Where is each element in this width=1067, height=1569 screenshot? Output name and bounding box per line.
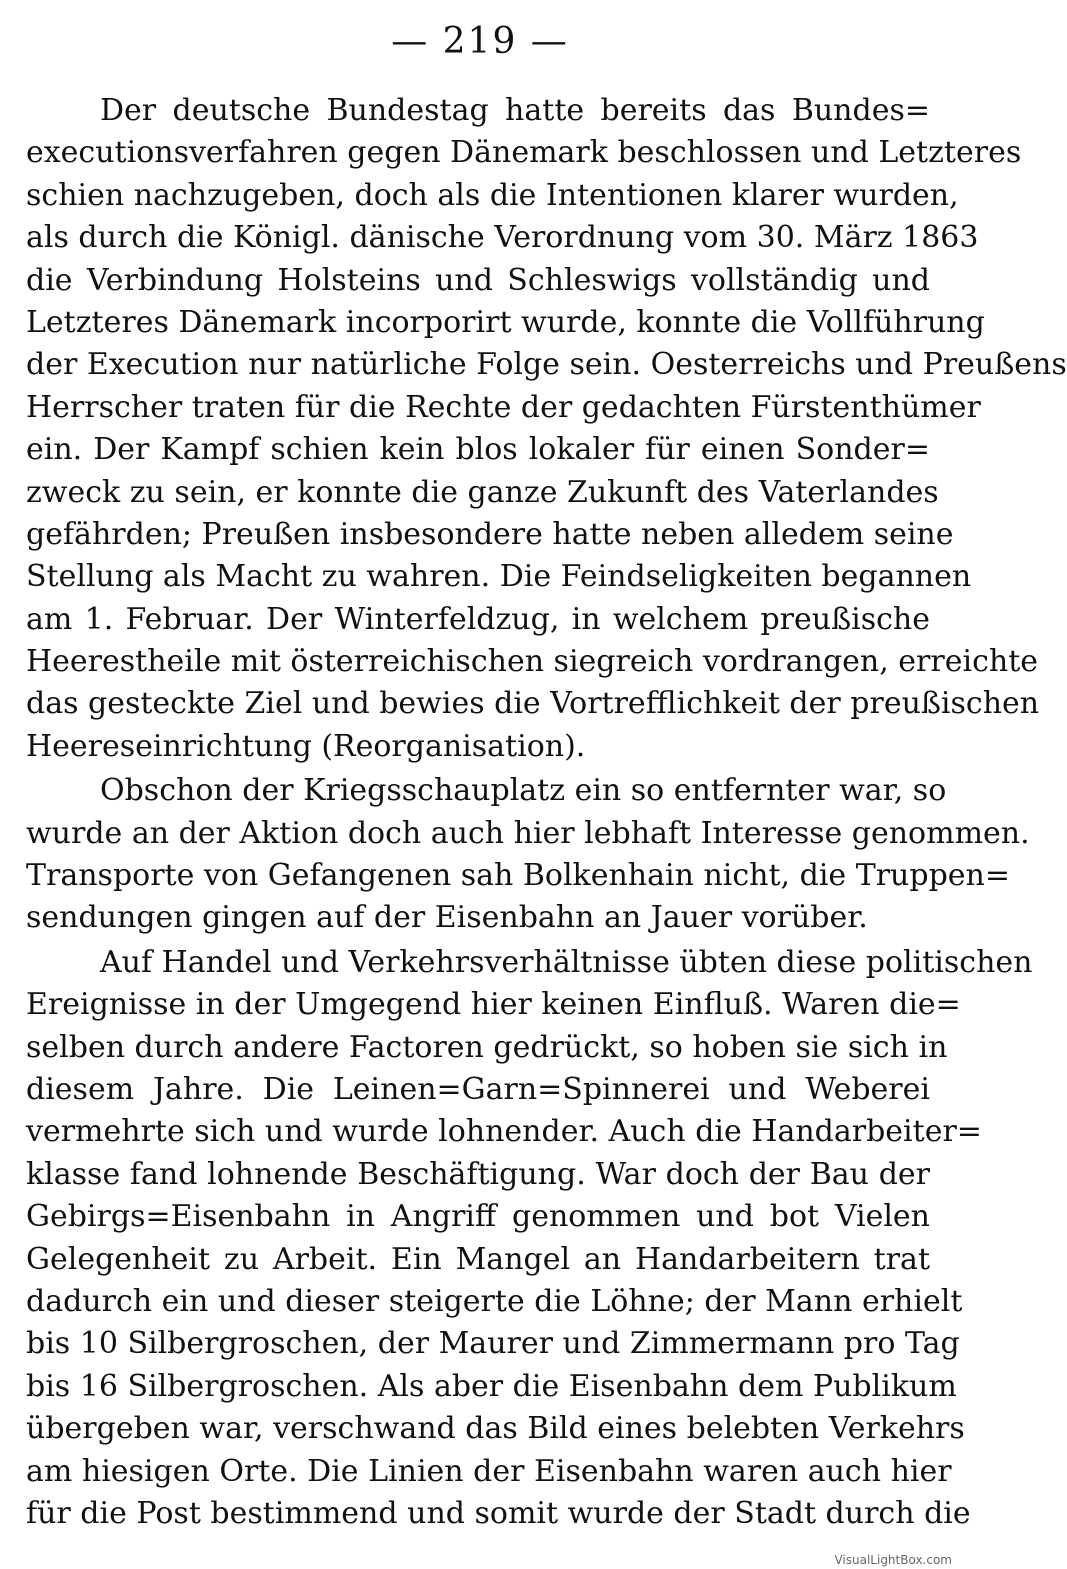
- text-line: Gelegenheit zu Arbeit. Ein Mangel an Handarbeitern trat: [26, 1241, 930, 1277]
- text-line: schien nachzugeben, doch als die Intentionen klarer wurden,: [26, 177, 959, 213]
- text-line: diesem Jahre. Die Leinen=Garn=Spinnerei und Weberei: [26, 1071, 930, 1107]
- text-line: Gebirgs=Eisenbahn in Angriff genommen und bot Vielen: [26, 1199, 930, 1235]
- text-line: für die Post bestimmend und somit wurde der Stadt durch die: [26, 1495, 971, 1531]
- page-number: — 219 —: [391, 21, 569, 62]
- watermark: VisualLightBox.com: [834, 1553, 952, 1567]
- text-line: wurde an der Aktion doch auch hier lebhaft Interesse genommen.: [26, 815, 1030, 851]
- text-line: die Verbindung Holsteins und Schleswigs vollständig und: [26, 262, 930, 298]
- text-line: am 1. Februar. Der Winterfeldzug, in welchem preußische: [26, 601, 930, 637]
- text-line: selben durch andere Factoren gedrückt, so hoben sie sich in: [26, 1029, 948, 1065]
- text-line: bis 16 Silbergroschen. Als aber die Eisenbahn dem Publikum: [26, 1368, 957, 1404]
- text-line: übergeben war, verschwand das Bild eines belebten Verkehrs: [26, 1411, 965, 1447]
- text-line: Letzteres Dänemark incorporirt wurde, konnte die Vollführung: [26, 304, 985, 340]
- text-line: am hiesigen Orte. Die Linien der Eisenbahn waren auch hier: [26, 1453, 952, 1489]
- text-line: Stellung als Macht zu wahren. Die Feindseligkeiten begannen: [26, 559, 972, 595]
- paragraph: [26, 942, 1033, 1535]
- body-text: [26, 90, 1067, 1535]
- text-line: Auf Handel und Verkehrsverhältnisse übten diese politischen: [100, 944, 1033, 980]
- text-line: Heerestheile mit österreichischen siegreich vordrangen, erreichte: [26, 644, 1039, 680]
- text-line: bis 10 Silbergroschen, der Maurer und Zimmermann pro Tag: [26, 1326, 960, 1362]
- text-line: Der deutsche Bundestag hatte bereits das Bundes=: [100, 93, 930, 128]
- text-line: Ereignisse in der Umgegend hier keinen Einfluß. Waren die=: [26, 987, 961, 1023]
- text-line: sendungen gingen auf der Eisenbahn an Jauer vorüber.: [26, 900, 868, 936]
- text-line: ein. Der Kampf schien kein blos lokaler für einen Sonder=: [26, 432, 930, 468]
- text-line: zweck zu sein, er konnte die ganze Zukunft des Vaterlandes: [26, 474, 939, 510]
- text-line: vermehrte sich und wurde lohnender. Auch die Handarbeiter=: [26, 1114, 982, 1150]
- text-line: Herrscher traten für die Rechte der gedachten Fürstenthümer: [26, 389, 981, 425]
- text-line: Transporte von Gefangenen sah Bolkenhain nicht, die Truppen=: [26, 858, 1010, 894]
- text-line: der Execution nur natürliche Folge sein. Oesterreichs und Preußens: [26, 347, 1067, 383]
- text-line: das gesteckte Ziel und bewies die Vortrefflichkeit der preußischen: [26, 686, 1040, 722]
- text-line: Heereseinrichtung (Reorganisation).: [26, 728, 586, 764]
- paragraph: [26, 770, 1030, 940]
- text-line: klasse fand lohnende Beschäftigung. War doch der Bau der: [26, 1156, 930, 1192]
- text-line: Obschon der Kriegsschauplatz ein so entfernter war, so: [100, 773, 947, 809]
- text-line: gefährden; Preußen insbesondere hatte neben alledem seine: [26, 516, 954, 552]
- paragraph: [26, 90, 1067, 768]
- text-line: dadurch ein und dieser steigerte die Löhne; der Mann erhielt: [26, 1283, 963, 1319]
- text-line: als durch die Königl. dänische Verordnung vom 30. März 1863: [26, 220, 979, 256]
- text-line: executionsverfahren gegen Dänemark beschlossen und Letzteres: [26, 135, 1022, 171]
